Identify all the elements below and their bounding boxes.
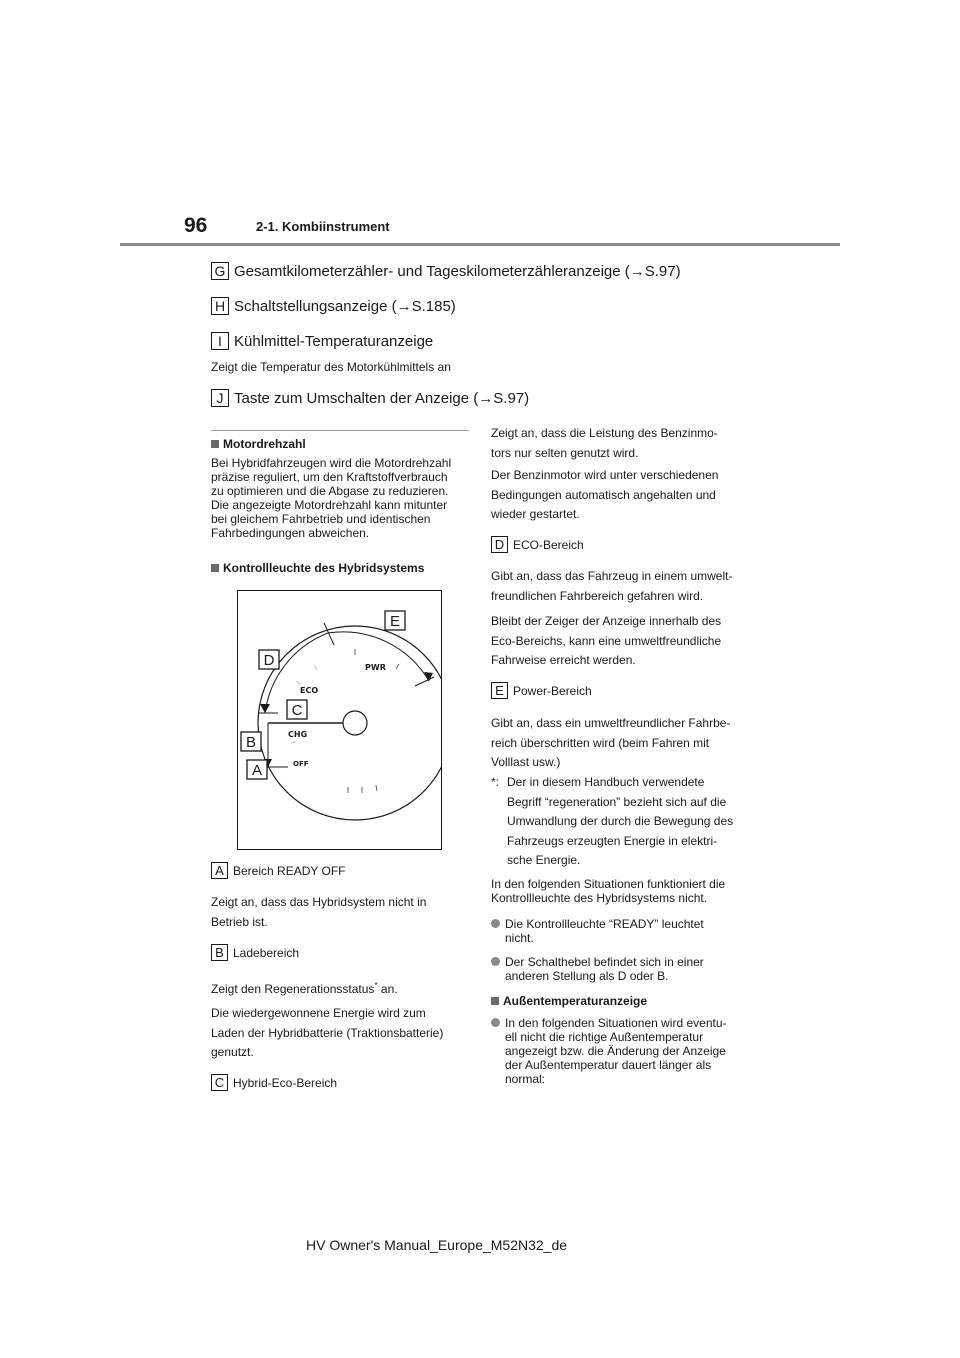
temp-heading-text: Außentemperaturanzeige [503, 994, 648, 1008]
text-line: anderen Stellung als D oder B. [505, 969, 669, 983]
bullet-item [491, 917, 751, 947]
text-line: Zeigt an, dass die Leistung des Benzinmo- [491, 426, 718, 440]
footnote-mark: *: [491, 775, 500, 789]
text-line: In den folgenden Situationen wird eventu- [505, 1016, 727, 1030]
item-b-desc2 [211, 1004, 443, 1063]
text-line: freundlichen Fahrbereich gefahren wird. [491, 588, 704, 603]
item-b-title: Ladebereich [233, 945, 300, 960]
text-line: Kontrollleuchte des Hybridsystems nicht. [491, 891, 708, 905]
text-line: Fahrweise erreicht werden. [491, 653, 636, 667]
bullet-text [505, 917, 704, 945]
footnote-mark: * [374, 981, 378, 990]
bullet-dot-icon [491, 1018, 500, 1027]
text-line: Der Benzinmotor wird unter verschiedenen [491, 468, 719, 482]
text-line: reich überschritten wird (beim Fahren mit [491, 735, 710, 750]
item-text: Taste zum Umschalten der Anzeige (→S.97) [234, 389, 530, 407]
gauge-tick [291, 742, 296, 743]
page-footer: HV Owner's Manual_Europe_M52N32_de [306, 1237, 568, 1253]
square-bullet-icon [211, 564, 219, 572]
text-line: ell nicht die richtige Außentemperatur [505, 1030, 704, 1044]
hybrid-indicator-diagram [237, 590, 442, 850]
text-line: Die angezeigte Motordrehzahl kann mitunter [211, 498, 448, 512]
text-line: genutzt. [211, 1045, 254, 1059]
text-line: Eco-Bereichs, kann eine umweltfreundliche [491, 633, 722, 648]
callout-a: A [251, 762, 263, 779]
letter-badge: I [211, 332, 229, 350]
text-line: Gibt an, dass ein umweltfreundlicher Fahrbe- [491, 716, 731, 730]
text-line: Betrieb ist. [211, 914, 268, 929]
item-a [211, 862, 345, 879]
off-label: OFF [293, 760, 309, 768]
text-line: Bei Hybridfahrzeugen wird die Motordrehzahl [211, 456, 452, 470]
item-text: Schaltstellungsanzeige (→S.185) [234, 297, 456, 315]
text-line: Gibt an, dass das Fahrzeug in einem umwelt- [491, 569, 733, 583]
text-line: Der in diesem Handbuch verwendete [507, 775, 705, 789]
item-e [491, 682, 592, 699]
gauge-tick [296, 681, 301, 684]
callout-e: E [389, 613, 401, 630]
item-text: Kühlmittel-Temperaturanzeige [234, 332, 434, 350]
text-line: normal: [505, 1072, 546, 1086]
coolant-description: Zeigt die Temperatur des Motorkühlmittels an [211, 360, 451, 374]
item-a-title: Bereich READY OFF [233, 863, 346, 878]
letter-badge: H [211, 297, 229, 315]
gauge-tick [314, 665, 317, 670]
item-d-desc2 [491, 612, 721, 671]
rpm-heading [211, 437, 306, 451]
letter-badge: B [211, 944, 228, 961]
text-line: Laden der Hybridbatterie (Traktionsbatterie) [211, 1025, 444, 1040]
bullet-text [505, 955, 704, 983]
item-text: Gesamtkilometerzähler- und Tageskilometerzähleranzeige (→S.97) [234, 262, 681, 280]
text-line: Bleibt der Zeiger der Anzeige innerhalb des [491, 614, 722, 628]
pwr-label: PWR [365, 663, 386, 672]
text-line: Bedingungen automatisch angehalten und [491, 487, 716, 502]
text-span: an. [377, 982, 398, 996]
item-i [211, 332, 433, 350]
rpm-heading-text: Motordrehzahl [223, 437, 306, 451]
item-c-desc2 [491, 466, 718, 525]
text-line: zu optimieren und die Abgase zu reduzieren. [211, 484, 449, 498]
power-range-arc [328, 632, 429, 681]
text-line: Die wiedergewonnene Energie wird zum [211, 1006, 426, 1020]
bullet-dot-icon [491, 957, 500, 966]
text-line: der Außentemperatur dauert länger als [505, 1058, 712, 1072]
text-line: Fahrbedingungen abweichen. [211, 526, 370, 540]
text-line: Umwandlung der durch die Bewegung des [507, 814, 734, 828]
item-d-desc1 [491, 567, 732, 606]
square-bullet-icon [491, 997, 499, 1005]
item-c-desc1 [491, 424, 718, 463]
header-rule [120, 243, 840, 246]
text-line: Die Kontrollleuchte “READY” leuchtet [505, 917, 704, 931]
callout-b: B [245, 734, 257, 751]
text-line: In den folgenden Situationen funktioniert die [491, 877, 726, 891]
bullet-text [505, 1016, 727, 1086]
letter-badge: G [211, 262, 229, 280]
item-b-desc1 [211, 976, 398, 1000]
situations-paragraph [491, 877, 725, 905]
item-d [491, 536, 584, 553]
gauge-tick [376, 785, 377, 791]
section-title: 2-1. Kombiinstrument [256, 219, 390, 234]
column-rule [211, 430, 469, 431]
text-line: nicht. [505, 931, 534, 945]
text-span: Zeigt den Regenerationsstatus [211, 982, 375, 996]
item-d-title: ECO-Bereich [513, 537, 584, 552]
text-line: präzise reguliert, um den Kraftstoffverbrauch [211, 470, 448, 484]
hybrid-heading [211, 561, 424, 575]
page-header [0, 0, 960, 250]
chg-label: CHG [288, 730, 308, 739]
text-line: Der Schalthebel befindet sich in einer [505, 955, 704, 969]
text-line: angezeigt bzw. die Änderung der Anzeige [505, 1044, 726, 1058]
text-line: bei gleichem Fahrbetrieb und identischen [211, 512, 431, 526]
gauge-illustration [238, 591, 441, 849]
page-number: 96 [184, 214, 208, 237]
square-bullet-icon [211, 440, 219, 448]
text-line: Begriff “regeneration” bezieht sich auf die [507, 794, 727, 809]
letter-badge: A [211, 862, 228, 879]
item-b [211, 944, 299, 961]
needle-hub [343, 711, 367, 735]
letter-badge: J [211, 389, 229, 407]
text-line: tors nur selten genutzt wird. [491, 445, 639, 460]
callout-d: D [263, 652, 275, 669]
bullet-item [491, 1016, 751, 1091]
zone-boundary-line [415, 677, 434, 686]
item-a-desc [211, 893, 426, 932]
text-line: sche Energie. [507, 853, 581, 867]
bullet-dot-icon [491, 919, 500, 928]
item-c [211, 1074, 337, 1091]
item-h [211, 297, 456, 315]
callout-c: C [291, 702, 303, 719]
item-e-desc [491, 714, 730, 773]
item-e-title: Power-Bereich [513, 683, 592, 698]
arrow-head [260, 704, 270, 713]
arrow-head [424, 672, 433, 681]
text-line: Zeigt an, dass das Hybridsystem nicht in [211, 895, 427, 909]
rpm-paragraph [211, 456, 451, 540]
text-line: Volllast usw.) [491, 755, 561, 769]
bullet-item [491, 955, 751, 985]
eco-label: ECO [300, 686, 319, 695]
item-c-title: Hybrid-Eco-Bereich [233, 1075, 338, 1090]
letter-badge: E [491, 682, 508, 699]
text-line: wieder gestartet. [491, 507, 580, 521]
temp-heading [491, 994, 647, 1008]
gauge-tick [396, 664, 399, 669]
item-g [211, 262, 681, 280]
letter-badge: D [491, 536, 508, 553]
footnote-text [507, 773, 733, 871]
item-j [211, 389, 529, 407]
letter-badge: C [211, 1074, 228, 1091]
hybrid-heading-text: Kontrollleuchte des Hybridsystems [223, 561, 425, 575]
text-line: Fahrzeugs erzeugten Energie in elektri- [507, 833, 718, 848]
